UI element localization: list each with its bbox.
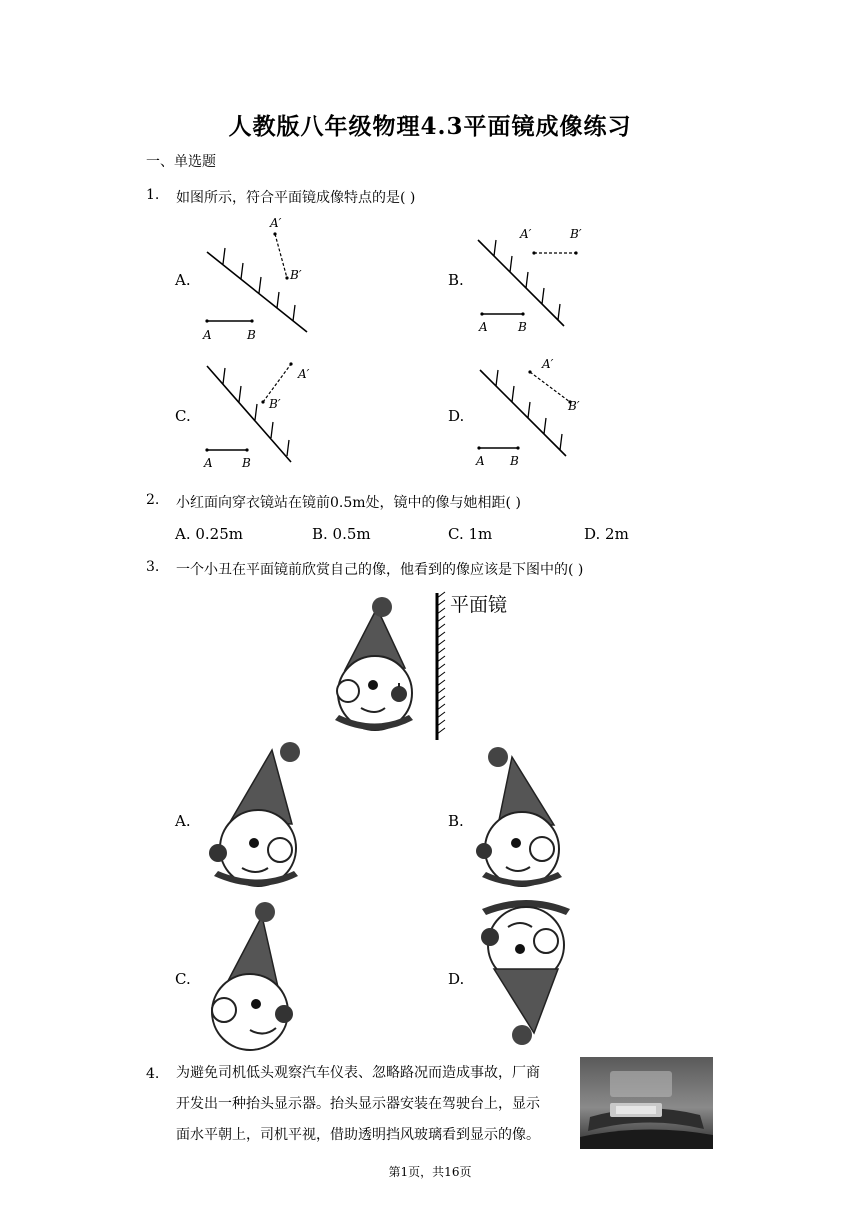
q1-diagram-b: [468, 218, 598, 338]
q3-option-d-label: D.: [448, 970, 465, 988]
label-b: B: [242, 456, 251, 470]
q1-number: 1.: [146, 187, 160, 203]
label-a-image: A′: [542, 357, 554, 371]
q4-number: 4.: [146, 1066, 160, 1082]
q4-line-2: 开发出一种抬头显示器。抬头显示器安装在驾驶台上，显示: [176, 1096, 540, 1112]
label-a-image: A′: [520, 227, 532, 241]
q1-option-d-label: D.: [448, 407, 465, 425]
q3-clown-a: [200, 740, 310, 890]
q4-text: [176, 1058, 576, 1151]
hud-photo: [580, 1057, 713, 1149]
label-a-image: A′: [270, 216, 282, 230]
q3-clown-with-mirror: [325, 590, 535, 745]
q1-option-b-label: B.: [448, 271, 464, 289]
page-footer: 第1页，共16页: [388, 1165, 472, 1179]
q2-option-a: A. 0.25m: [175, 525, 243, 543]
q2-option-b: B. 0.5m: [312, 525, 371, 543]
label-b: B: [510, 454, 519, 468]
label-b: B: [247, 328, 256, 342]
q3-option-a-label: A.: [175, 812, 191, 830]
q2-text: 小红面向穿衣镜站在镜前0.5m处，镜中的像与她相距( ): [176, 495, 521, 511]
label-a: A: [203, 328, 212, 342]
label-b-image: B′: [269, 397, 281, 411]
q1-diagram-c: [195, 356, 325, 474]
q1-text: 如图所示，符合平面镜成像特点的是( ): [176, 190, 416, 206]
q2-option-d: D. 2m: [584, 525, 629, 543]
q1-diagram-d: [468, 356, 598, 474]
label-b-image: B′: [570, 227, 582, 241]
q3-clown-b: [472, 745, 582, 890]
page-title: 人教版八年级物理4.3平面镜成像练习: [228, 113, 632, 140]
label-a-image: A′: [298, 367, 310, 381]
q1-diagram-a: [195, 212, 325, 347]
label-a: A: [476, 454, 485, 468]
section-heading: 一、单选题: [146, 154, 216, 170]
label-a: A: [204, 456, 213, 470]
mirror-label: 平面镜: [450, 594, 508, 616]
q4-line-1: 为避免司机低头观察汽车仪表、忽略路况而造成事故，厂商: [176, 1065, 540, 1081]
q3-option-b-label: B.: [448, 812, 464, 830]
q3-text: 一个小丑在平面镜前欣赏自己的像，他看到的像应该是下图中的( ): [176, 562, 584, 578]
q3-option-c-label: C.: [175, 970, 191, 988]
label-b: B: [518, 320, 527, 334]
label-b-image: B′: [568, 399, 580, 413]
label-a: A: [479, 320, 488, 334]
q4-line-3: 面水平朝上，司机平视，借助透明挡风玻璃看到显示的像。: [176, 1127, 540, 1143]
q1-option-a-label: A.: [175, 271, 191, 289]
q1-option-c-label: C.: [175, 407, 191, 425]
q3-number: 3.: [146, 559, 160, 575]
q3-clown-c: [200, 900, 310, 1055]
q2-number: 2.: [146, 492, 160, 508]
q3-clown-d: [472, 895, 582, 1055]
label-b-image: B′: [290, 268, 302, 282]
q2-option-c: C. 1m: [448, 525, 493, 543]
